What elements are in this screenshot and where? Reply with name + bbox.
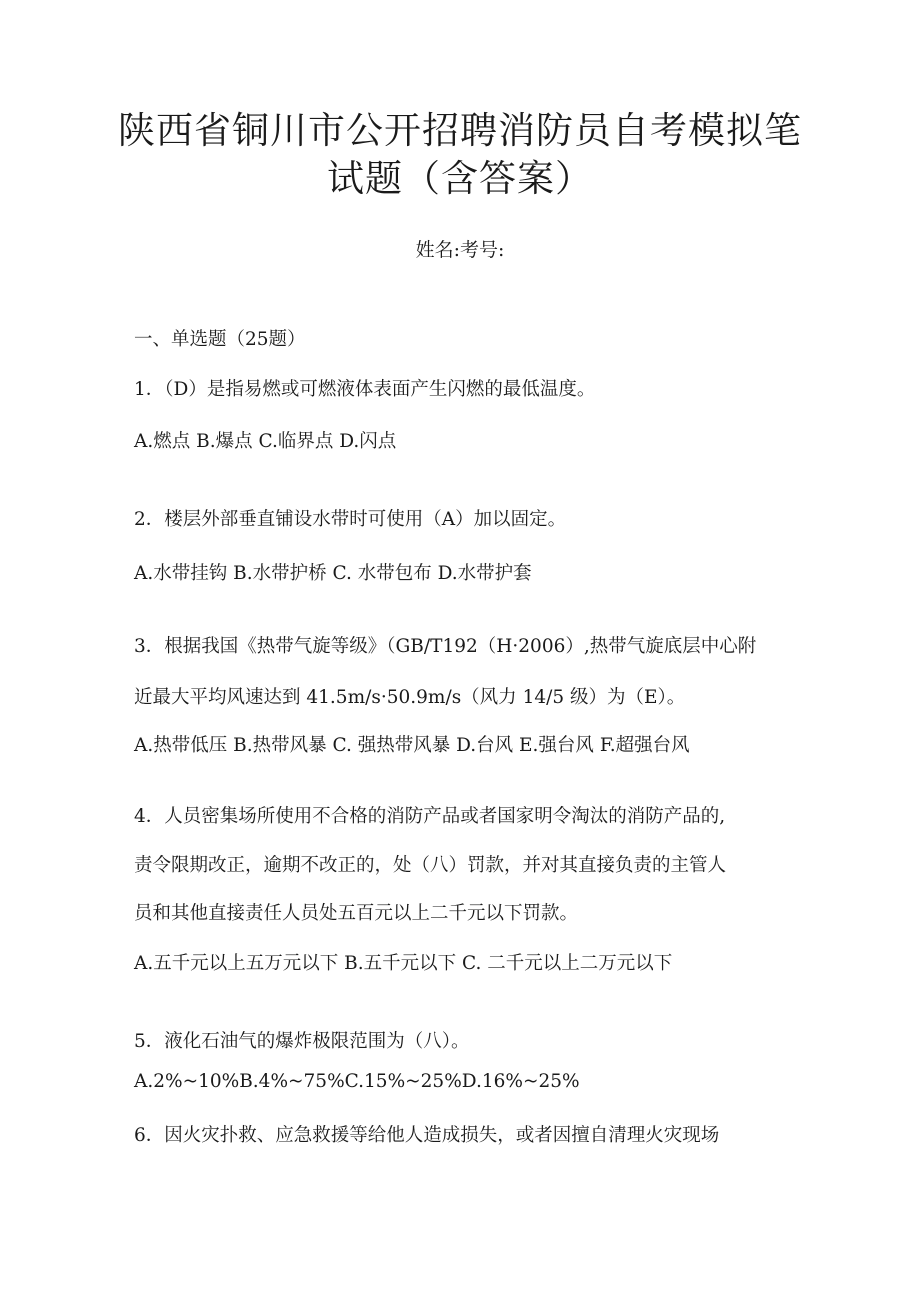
name-exam-number-line: 姓名:考号: bbox=[415, 239, 505, 261]
question-5-options: A.2%~10%B.4%~75%C.15%~25%D.16%~25% bbox=[134, 1071, 580, 1092]
question-4-stem-line-2: 责令限期改正，逾期不改正的，处（八）罚款，并对其直接负责的主管人 bbox=[134, 855, 727, 876]
question-1-options: A.燃点 B.爆点 C.临界点 D.闪点 bbox=[134, 431, 397, 452]
question-3-options: A.热带低压 B.热带风暴 C. 强热带风暴 D.台风 E.强台风 F.超强台风 bbox=[134, 735, 690, 756]
question-2-stem: 2．楼层外部垂直铺设水带时可使用（A）加以固定。 bbox=[134, 509, 567, 530]
question-6-stem: 6．因火灾扑救、应急救援等给他人造成损失，或者因擅自清理火灾现场 bbox=[134, 1125, 720, 1146]
question-3-stem-line-1: 3．根据我国《热带气旋等级》（GB/T192（H·2006）,热带气旋底层中心附 bbox=[134, 636, 757, 657]
page-title-line-1: 陕西省铜川市公开招聘消防员自考模拟笔 bbox=[118, 109, 802, 152]
section-heading: 一、单选题（25题） bbox=[134, 329, 306, 350]
question-4-stem-line-1: 4．人员密集场所使用不合格的消防产品或者国家明令淘汰的消防产品的, bbox=[134, 806, 726, 827]
question-5-stem: 5．液化石油气的爆炸极限范围为（八）。 bbox=[134, 1031, 470, 1052]
page-title-line-2: 试题（含答案） bbox=[327, 157, 593, 200]
question-4-stem-line-3: 员和其他直接责任人员处五百元以上二千元以下罚款。 bbox=[134, 903, 579, 924]
question-4-options: A.五千元以上五万元以下 B.五千元以下 C. 二千元以上二万元以下 bbox=[134, 953, 673, 974]
question-1-stem: 1．（D）是指易燃或可燃液体表面产生闪燃的最低温度。 bbox=[134, 379, 596, 400]
question-2-options: A.水带挂钩 B.水带护桥 C. 水带包布 D.水带护套 bbox=[134, 563, 532, 584]
question-3-stem-line-2: 近最大平均风速达到 41.5m/s·50.9m/s（风力 14/5 级）为（E）。 bbox=[134, 687, 686, 708]
